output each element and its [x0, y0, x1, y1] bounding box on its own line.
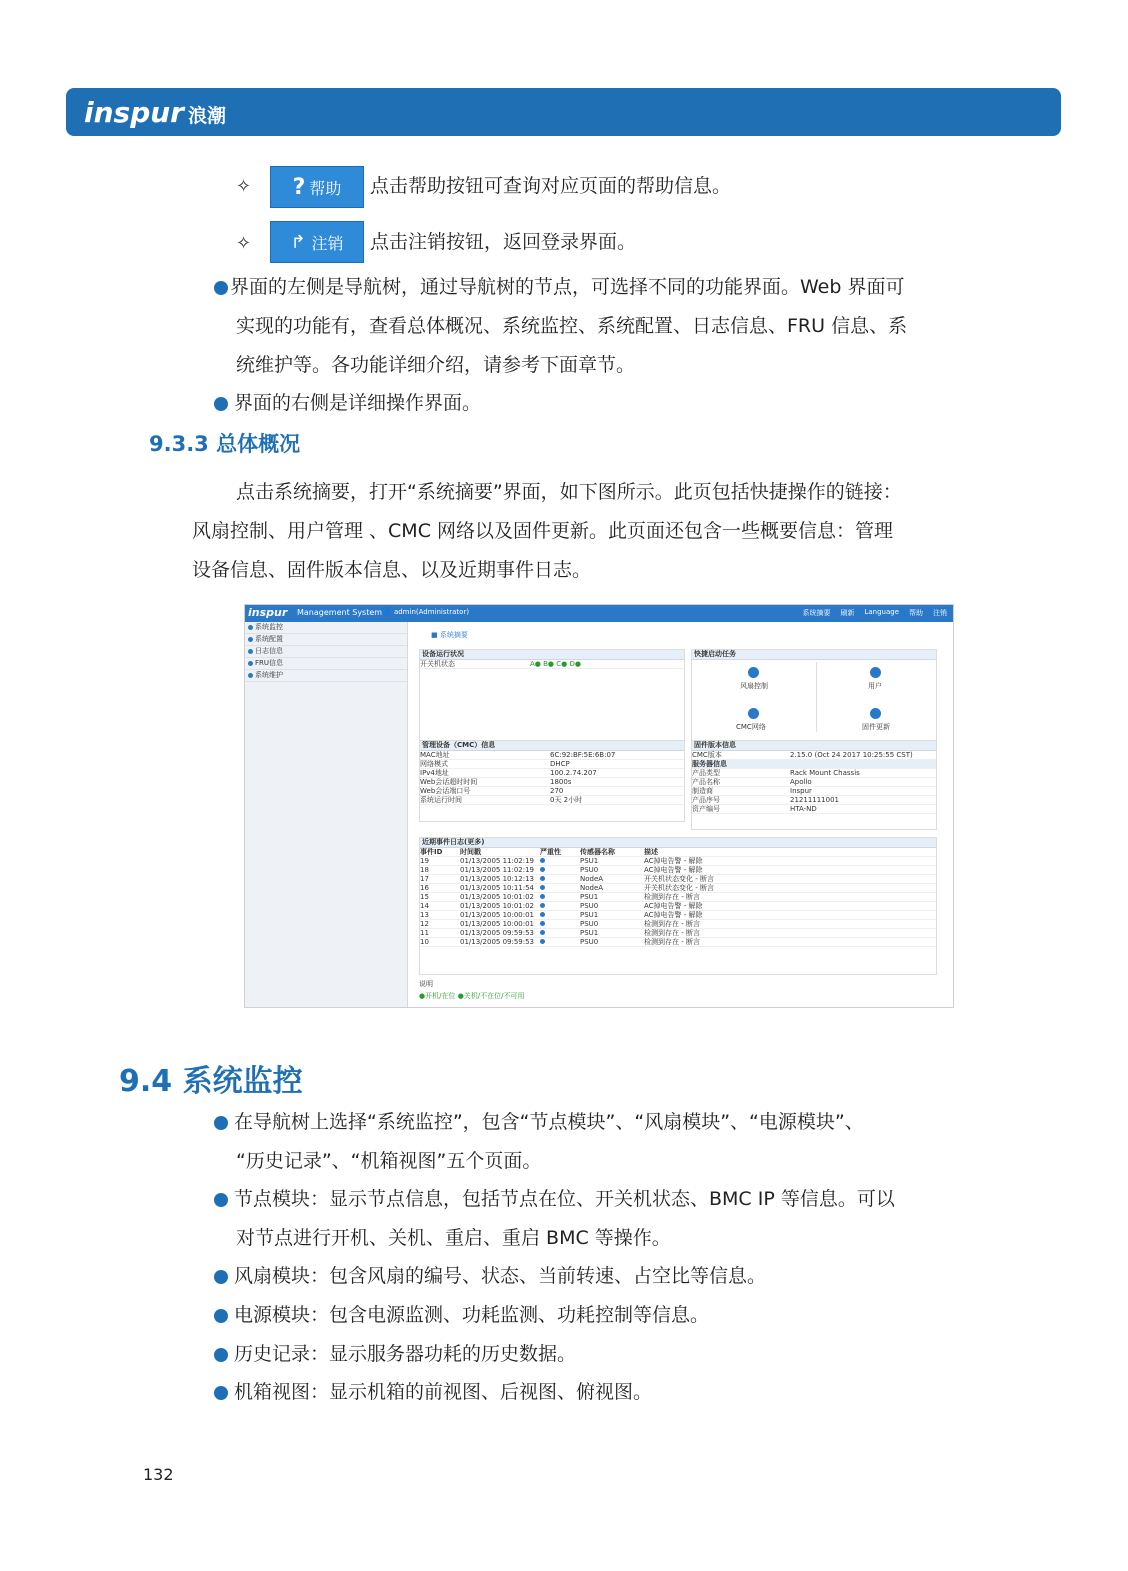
- paragraph-line: 实现的功能有，查看总体概况、系统监控、系统配置、日志信息、FRU 信息、系: [236, 315, 908, 337]
- firmware-info-panel: 固件版本信息 CMC版本 2.15.0 (Oct 24 2017 10:25:55 CST) 服务器信息 产品类型 Rack Mount Chassis 产品名称 Apollo 制造商 Inspur 产品序号 21211111001 资产编号 HTA-ND: [691, 740, 937, 830]
- bullet-icon: [214, 1270, 228, 1284]
- help-description: 点击帮助按钮可查询对应页面的帮助信息。: [370, 175, 732, 197]
- nav-item[interactable]: 系统配置: [245, 634, 407, 646]
- screenshot-user: 👤 admin(Administrator): [383, 608, 470, 616]
- screenshot-topbar: [245, 605, 953, 622]
- screenshot-breadcrumb: ■ 系统摘要: [431, 631, 468, 639]
- cmc-info-panel: 管理设备（CMC）信息 MAC地址 6C:92:BF:5E:6B:07 网络模式 DHCP IPv4地址 100.2.74.207 Web会话超时时间 1800s Web会话端口号 270 系统运行时间 0天 2小时: [419, 740, 685, 822]
- inspur-logo: inspur 浪潮: [84, 96, 226, 129]
- bullet-icon: [214, 1309, 228, 1323]
- screenshot-system-name: Management System: [297, 608, 383, 617]
- paragraph-line: 风扇模块：包含风扇的编号、状态、当前转速、占空比等信息。: [214, 1257, 766, 1295]
- paragraph-line: “历史记录”、“机箱视图”五个页面。: [236, 1150, 542, 1172]
- diamond-bullet-icon: ✧: [236, 233, 252, 254]
- refresh-link[interactable]: 刷新: [840, 609, 855, 617]
- nav-item[interactable]: 系统监控: [245, 622, 407, 634]
- paragraph-line: 统维护等。各功能详细介绍，请参考下面章节。: [236, 354, 636, 376]
- system-summary-screenshot: [244, 604, 954, 1008]
- screenshot-top-links: [802, 608, 947, 618]
- paragraph-line: 设备信息、固件版本信息、以及近期事件日志。: [192, 559, 592, 581]
- logout-description: 点击注销按钮，返回登录界面。: [370, 231, 637, 253]
- paragraph-line: 点击系统摘要，打开“系统摘要”界面，如下图所示。此页包括快捷操作的链接：: [236, 481, 902, 503]
- paragraph-line: 对节点进行开机、关机、重启、重启 BMC 等操作。: [236, 1227, 671, 1249]
- help-button[interactable]: [270, 166, 364, 208]
- nav-item[interactable]: 系统维护: [245, 670, 407, 682]
- logout-button-label: 注销: [311, 233, 344, 253]
- paragraph-line: 界面的右侧是详细操作界面。: [214, 384, 481, 422]
- firmware-icon[interactable]: [870, 708, 881, 719]
- page-number: 132: [143, 1465, 174, 1484]
- bullet-icon: [214, 1386, 228, 1400]
- paragraph-line: 电源模块：包含电源监测、功耗监测、功耗控制等信息。: [214, 1296, 709, 1334]
- bullet-icon: [214, 1116, 228, 1130]
- nav-item[interactable]: FRU信息: [245, 658, 407, 670]
- section-heading: 9.3.3 总体概况: [149, 432, 301, 456]
- network-icon[interactable]: [748, 708, 759, 719]
- user-icon[interactable]: [870, 667, 881, 678]
- screenshot-nav-tree: [245, 622, 408, 1007]
- language-link[interactable]: Language: [864, 608, 899, 616]
- bullet-icon: [214, 1193, 228, 1207]
- bullet-icon: [214, 281, 228, 295]
- paragraph-line: 界面的左侧是导航树，通过导航树的节点，可选择不同的功能界面。Web 界面可: [214, 268, 904, 306]
- section-heading: 9.4 系统监控: [119, 1064, 303, 1099]
- paragraph-line: 节点模块：显示节点信息，包括节点在位、开关机状态、BMC IP 等信息。可以: [214, 1180, 895, 1218]
- paragraph-line: 历史记录：显示服务器功耗的历史数据。: [214, 1335, 576, 1373]
- device-status-panel: 设备运行状况 开关机状态 A● B● C● D●: [419, 649, 685, 741]
- recent-events-panel: 近期事件日志(更多) 事件ID 时间戳 严重性 传感器名称 描述 19 01/13/2005 11:02:19 PSU1 AC掉电告警 - 解除 18 01/13/2005 11:02:19 PSU0 AC掉电告警 - 解除 17 01/13/2005 10:12:13 NodeA 开关机状态变化 - 断言 16 01/13/2005 10:11:54 NodeA 开关机状态变化 - 断言 15 01/13/2005 10:01:02 PSU1 检测到存在 - 断言 14 01/13/2005 10:01:02 PSU0 AC掉电告警 - 解除 13 01/13/2005 10:00:01 PSU1 AC掉电告警 - 解除 12 01/13/2005 10:00:01 PSU0 检测到存在 - 断言 11 01/13/2005 09:59:53 PSU1 检测到存在 - 断言 10 01/13/2005 09:59:53 PSU0 检测到存在 - 断言: [419, 837, 937, 975]
- summary-link[interactable]: 系统摘要: [802, 609, 831, 617]
- fan-icon[interactable]: [748, 667, 759, 678]
- help-button-label: 帮助: [309, 178, 342, 198]
- legend: ●开机/在位 ●关机/不在位/不可用: [419, 992, 525, 1000]
- bullet-icon: [214, 1348, 228, 1362]
- share-arrow-icon: ↱: [290, 231, 306, 253]
- paragraph-line: 机箱视图：显示机箱的前视图、后视图、俯视图。: [214, 1373, 652, 1411]
- screenshot-logo: inspur: [248, 606, 288, 619]
- nav-item[interactable]: 日志信息: [245, 646, 407, 658]
- bullet-icon: [214, 397, 228, 411]
- legend-title: 说明: [419, 980, 433, 988]
- question-icon: ?: [292, 174, 306, 200]
- paragraph-line: 在导航树上选择“系统监控”，包含“节点模块”、“风扇模块”、“电源模块”、: [214, 1103, 864, 1141]
- logout-link[interactable]: 注销: [933, 609, 947, 617]
- paragraph-line: 风扇控制、用户管理 、CMC 网络以及固件更新。此页面还包含一些概要信息：管理: [192, 520, 894, 542]
- quick-tasks-panel: 快捷启动任务 风扇控制 用户 CMC网络 固件更新: [691, 649, 937, 741]
- logout-button[interactable]: [270, 221, 364, 263]
- help-link[interactable]: 帮助: [909, 609, 923, 617]
- diamond-bullet-icon: ✧: [236, 176, 252, 197]
